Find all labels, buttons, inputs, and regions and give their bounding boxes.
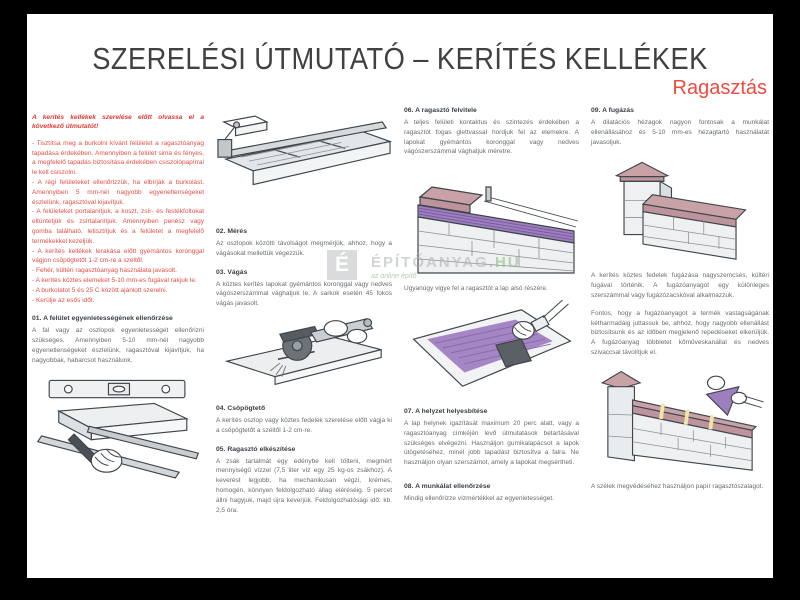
intro-item: - A burkolatot 5 és 25 C között ajánlott szerelni. — [32, 286, 168, 294]
section-03-body: A köztes kerítés lapokat gyémántos koronggal vagy nedves vágószerszámmal vághatjuk le. A sarkok esetén 45 fokos vágás javasolt. — [216, 280, 392, 308]
column-1 — [32, 106, 204, 561]
intro-item: - Tisztítsa meg a burkolni kívánt felületet a ragasztóanyag tapadása érdekében. Amennyiben a felület sima és fényes, a megfelelő tapadás biztosítása érdekében csiszolópapírral le kell csiszolni. — [32, 139, 204, 177]
section-01-title: 01. A felület egyenletességének ellenőrzése — [32, 315, 173, 323]
intro-item: - A kerítés köztes elemeket 5-10 mm-es fugával rakjuk le. — [32, 276, 197, 284]
watermark-brand: ÉPÍTŐANYAG — [371, 254, 489, 271]
section-09-extra2: Fontos, hogy a fugázóanyagot a termék vastagságának kétharmadáig juttassuk be, ahhoz, hogy nagyobb ellenállást biztosítsunk és az időben megjelenő repedéseket elkerüljük. A fugázóanyag többletet kőműveskanállal és nedves szivaccsal távolítjuk el. — [591, 309, 769, 356]
section-09-footer: A szélek megvédéséhez használjon papír ragasztószalagot. — [591, 482, 764, 490]
intro-item: - Kerülje az esős időt. — [32, 296, 95, 304]
section-07-title: 07. A helyzet helyesbítése — [404, 407, 488, 415]
page-title: SZERELÉSI ÚTMUTATÓ – KERÍTÉS KELLÉKEK — [92, 41, 708, 76]
section-06 — [404, 106, 579, 157]
watermark-domain: .HU — [488, 254, 521, 271]
column-3 — [404, 106, 579, 561]
section-02-body: Az oszlopok közötti távolságot megmérjük, ahhoz, hogy a vágásokat mellettük végezzük. — [216, 240, 392, 257]
document-page — [27, 14, 773, 578]
section-01 — [32, 314, 204, 365]
angle-grinder-illustration — [219, 313, 389, 395]
section-05-body: A zsák tartalmát egy edénybe kell tölteni, megmért mennyiségű vízzel (7,5 liter víz egy 25 kg-os zsákhoz). A keverést legjobb, ha mechanikusan végzi, krémes, homogén, könnyen feldolgozható állag eléréséig. 5 percet állni hagyjuk, majd újra keverjük. Feldolgozhatósági idő: kb. 2,5 óra. — [216, 457, 392, 514]
column-4 — [591, 106, 769, 561]
intro-item: - Fehér, kültéri ragasztóanyag használata javasolt. — [32, 267, 177, 275]
glue-wall-illustration — [404, 171, 579, 276]
section-03 — [216, 268, 392, 309]
fence-measure-illustration — [216, 110, 392, 218]
intro-heading: A kerítés kellékek szerelése előtt olvassa el a következő útmutatót! — [32, 113, 204, 131]
section-02 — [216, 227, 392, 259]
intro-item: - A kerítés kellékek lerakása előtt gyémántos koronggal vágjon csöpögtetőt 1-2 cm-re a széltől. — [32, 247, 204, 265]
section-07 — [404, 407, 579, 468]
section-03-title: 03. Vágás — [216, 268, 248, 276]
content-columns — [27, 100, 773, 561]
section-06-note: Ugyanúgy vigye fel a ragasztót a lap alsó részére. — [404, 285, 548, 293]
intro-item: - A régi felületeket ellenőrizzük, ha elbírják a burkolást. Amennyiben 5 mm-nél nagyobb egyenetlenségeket észlelünk, ragasztóval kijavítjuk. — [32, 178, 204, 206]
section-06-title: 06. A ragasztó felvitele — [404, 107, 477, 114]
intro-item: - A felületeket portalanítjuk, a koszt, zsír- és festékfoltokat eltüntetjük és zsírtalanítjuk. Amennyiben penész vagy gomba található, letisztítjuk és a felületet a megfelelő termékekkel kezeljük. — [32, 208, 204, 245]
spirit-level-illustration — [32, 370, 204, 498]
column-2 — [216, 106, 392, 561]
page-subtitle: Ragasztás — [672, 77, 767, 99]
section-09-title: 09. A fugázás — [591, 107, 634, 114]
section-08-title: 08. A munkálat ellenőrzése — [404, 482, 491, 490]
section-05 — [216, 445, 392, 516]
section-09-body: A dilatációs hézagok nagyon fontosak a munkálat ellenállásához és 5-10 mm-es hézagtartó használatát javasoljuk. — [591, 119, 769, 146]
section-02-title: 02. Mérés — [216, 228, 247, 235]
section-06-body: A teljes felületi kontaktus és szintezés érdekében a ragasztót fogas glettvassal hordjuk fel az elemekre. A lapokat gyémántos koronggal vagy nedves vágószerszámmal vághatjuk méretre. — [404, 119, 579, 156]
section-04-title: 04. Csöpögtető — [216, 404, 266, 412]
section-01-body: A fal vagy az oszlopok egyenletességét ellenőrizni szükséges. Amennyiben 5-10 mm-nél nagyobb egyenetlenségeket észlelünk, ragasztóval kijavítjuk, ha nagyobbak, habarcsot használunk. — [32, 327, 204, 364]
section-08 — [404, 482, 579, 504]
section-07-body: A lap helynek igazítását maximum 20 perc alatt, vagy a ragasztóanyag címkéjén levő útmutatások betartásával szükséges elvégezni. Használjon gumikalapácsot a lapok ütögetéséhez, minél jobb tapadást biztosítva a falra. Ne használjon olyan szerszámot, amely a lapokat megsértheti. — [404, 419, 579, 467]
section-04 — [216, 404, 392, 436]
grout-bag-illustration — [591, 362, 769, 474]
section-08-body: Mindig ellenőrizze vízmértékkel az egyenletességet. — [404, 494, 554, 502]
section-09 — [591, 106, 769, 147]
watermark-tagline: az online építő — [371, 273, 417, 280]
section-04-body: A kerítés oszlop vagy köztes fedelek szerelése előtt vágja ki a csöpögtetőt a széltől 1-2 cm-re. — [216, 416, 392, 434]
section-05-title: 05. Ragasztó elkészítése — [216, 445, 296, 453]
section-09-extra1: A kerítés köztes fedelek fugázása nagyszemcsés, kültéri fugával történik. A fugázóanyagot egy különleges szerszámmal vagy fugázózacskóval alkalmazzuk. — [591, 272, 769, 299]
fence-posts-illustration — [593, 151, 768, 263]
trowel-illustration — [404, 298, 579, 398]
watermark-logo-icon: É — [327, 250, 357, 280]
